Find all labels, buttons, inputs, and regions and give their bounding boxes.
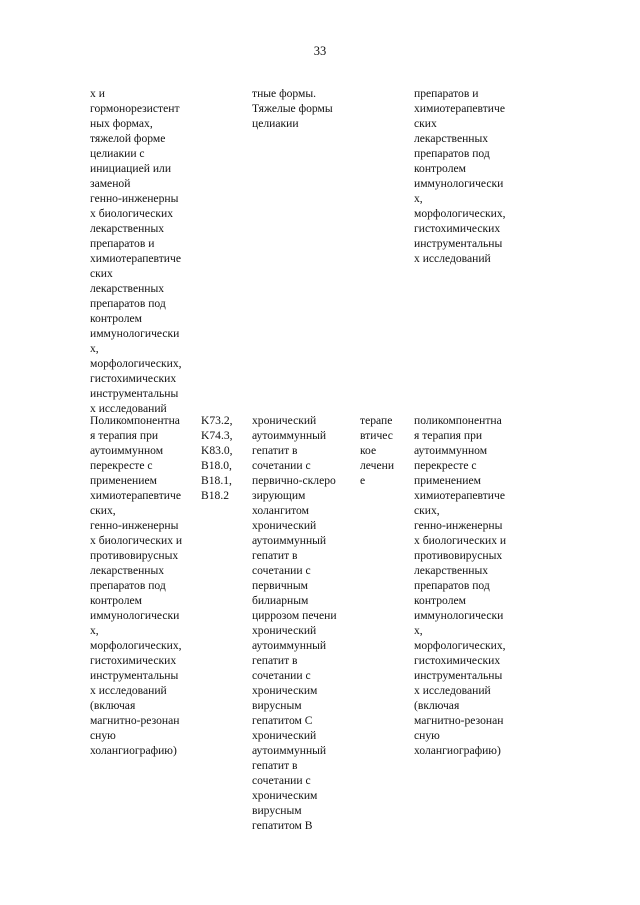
cell-icd-codes: K73.2, K74.3, K83.0, B18.0, B18.1, B18.2 xyxy=(201,414,233,502)
cell-method-name: Поликомпонентна я терапия при аутоиммунном перекресте с применением химиотерапевтиче ских, генно-инженерны х биологических и противовирусных лекарственных препаратов под контролем иммунологически х, морфологических, гистохимических инструментальны х исследований (включая магнитно-резонан сную холангиографию) xyxy=(90,414,183,757)
cell-method-name: х и гормонорезистент ных формах, тяжелой форме целиакии с инициацией или заменой генно-инженерны х биологических лекарственных препаратов и химиотерапевтиче ских лекарственных препаратов под контролем иммунологически х, морфологических, гистохимических инструментальны х исследований xyxy=(90,87,182,415)
cell-disease-model: хронический аутоиммунный гепатит в сочетании с первично-склеро зирующим холангитом хронический аутоиммунный гепатит в сочетании с первичным билиарным циррозом печени хронический аутоиммунный гепатит в сочетании с хроническим вирусным гепатитом С хронический аутоиммунный гепатит в сочетании с хроническим вирусным гепатитом В xyxy=(252,414,337,832)
cell-treatment-method: поликомпонентна я терапия при аутоиммунном перекресте с применением химиотерапевтиче ских, генно-инженерны х биологических и противовирусных лекарственных препаратов под контролем иммунологически х, морфологических, гистохимических инструментальны х исследований (включая магнитно-резонан сную холангиографию) xyxy=(414,414,507,757)
cell-disease-model: тные формы. Тяжелые формы целиакии xyxy=(252,87,333,130)
page-number: 33 xyxy=(313,44,327,58)
cell-treatment-type: терапе втичес кое лечени е xyxy=(360,414,395,487)
cell-treatment-method: препаратов и химиотерапевтиче ских лекарственных препаратов под контролем иммунологически х, морфологических, гистохимических инструментальны х исследований xyxy=(414,87,506,265)
